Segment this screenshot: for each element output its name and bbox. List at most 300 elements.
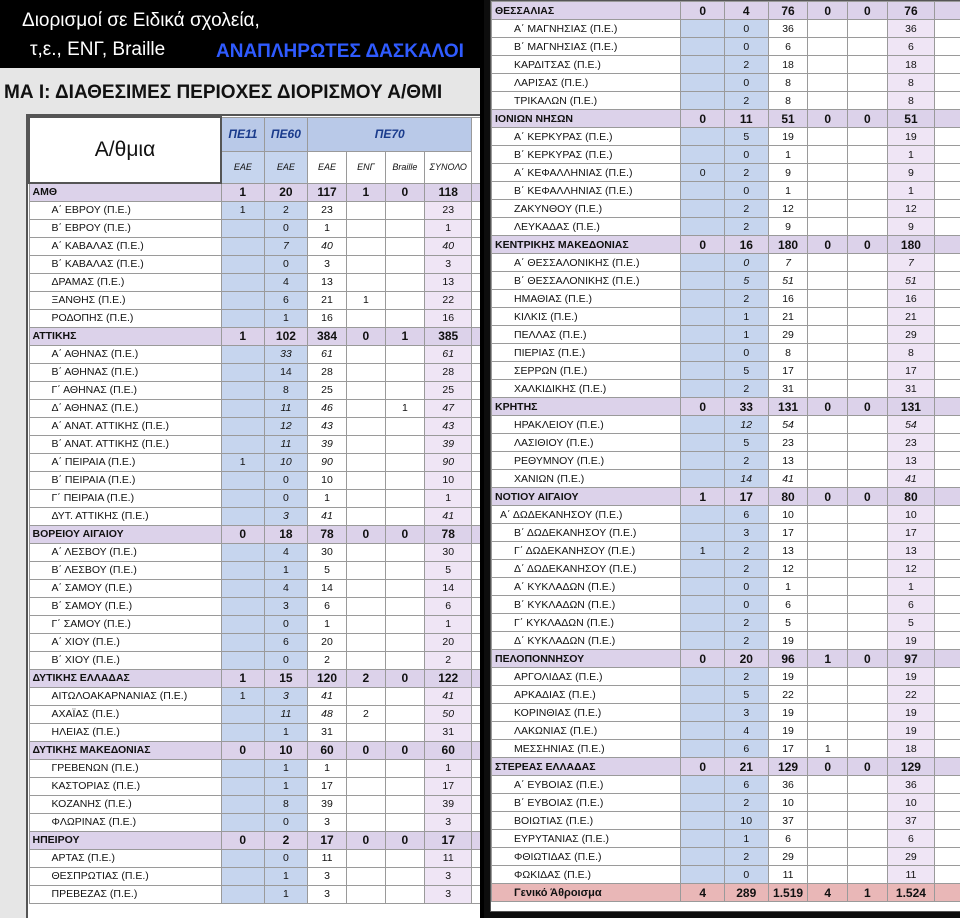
row-label: ΖΑΚΥΝΘΟΥ (Π.Ε.) — [492, 200, 681, 218]
edge-cell — [935, 524, 960, 542]
cell-col-5: 3 — [425, 813, 472, 831]
cell-col-4 — [385, 291, 424, 309]
cell-col-4: 0 — [385, 741, 424, 759]
cell-col-4 — [848, 56, 888, 74]
cell-col-2: 18 — [768, 56, 808, 74]
edge-cell — [935, 632, 960, 650]
cell-col-3: 0 — [808, 236, 848, 254]
cell-col-3 — [808, 380, 848, 398]
cell-col-5: 18 — [887, 56, 935, 74]
cell-col-4 — [848, 74, 888, 92]
cell-col-3 — [808, 560, 848, 578]
table-row — [29, 453, 480, 471]
edge-cell — [472, 309, 480, 327]
cell-col-0 — [221, 543, 264, 561]
table-row — [29, 345, 480, 363]
cell-col-2: 13 — [768, 542, 808, 560]
cell-col-3 — [808, 596, 848, 614]
table-row — [29, 237, 480, 255]
cell-col-4 — [385, 561, 424, 579]
row-label: ΚΑΡΔΙΤΣΑΣ (Π.Ε.) — [492, 56, 681, 74]
row-label: Β΄ ΚΕΦΑΛΛΗΝΙΑΣ (Π.Ε.) — [492, 182, 681, 200]
cell-col-5: 6 — [887, 830, 935, 848]
cell-col-2: 12 — [768, 560, 808, 578]
cell-col-4 — [385, 597, 424, 615]
table-row — [29, 273, 480, 291]
table-row — [492, 506, 960, 524]
cell-col-4 — [385, 633, 424, 651]
cell-col-0 — [221, 759, 264, 777]
cell-col-2: 14 — [308, 579, 347, 597]
cell-col-5: 41 — [425, 507, 472, 525]
cell-col-0 — [681, 830, 725, 848]
cell-col-4 — [848, 632, 888, 650]
row-label: ΠΡΕΒΕΖΑΣ (Π.Ε.) — [29, 885, 221, 903]
cell-col-5: 12 — [887, 560, 935, 578]
cell-col-5: 11 — [425, 849, 472, 867]
cell-col-3 — [808, 164, 848, 182]
row-label: ΧΑΛΚΙΔΙΚΗΣ (Π.Ε.) — [492, 380, 681, 398]
cell-col-4 — [848, 362, 888, 380]
row-label: ΡΕΘΥΜΝΟΥ (Π.Ε.) — [492, 452, 681, 470]
region-row — [29, 183, 480, 201]
cell-col-3 — [346, 633, 385, 651]
cell-col-1: 102 — [264, 327, 307, 345]
cell-col-2: 36 — [768, 20, 808, 38]
edge-cell — [935, 56, 960, 74]
cell-col-2: 3 — [308, 885, 347, 903]
cell-col-3 — [346, 435, 385, 453]
cell-col-2: 54 — [768, 416, 808, 434]
sub-header-eae-pe60: ΕΑΕ — [264, 151, 307, 183]
edge-cell — [935, 704, 960, 722]
row-label: Α΄ ΛΕΣΒΟΥ (Π.Ε.) — [29, 543, 221, 561]
cell-col-0 — [221, 291, 264, 309]
region-row — [492, 398, 960, 416]
row-label: ΔΡΑΜΑΣ (Π.Ε.) — [29, 273, 221, 291]
cell-col-1: 11 — [264, 435, 307, 453]
edge-cell — [935, 614, 960, 632]
edge-cell — [935, 722, 960, 740]
edge-cell — [472, 597, 480, 615]
cell-col-0 — [681, 416, 725, 434]
table-row — [492, 20, 960, 38]
row-label: ΦΩΚΙΔΑΣ (Π.Ε.) — [492, 866, 681, 884]
cell-col-0: 0 — [221, 525, 264, 543]
row-label: Α΄ ΚΕΡΚΥΡΑΣ (Π.Ε.) — [492, 128, 681, 146]
cell-col-0: 0 — [681, 650, 725, 668]
cell-col-3: 0 — [346, 831, 385, 849]
cell-col-3 — [808, 74, 848, 92]
cell-col-2: 19 — [768, 704, 808, 722]
cell-col-5: 131 — [887, 398, 935, 416]
cell-col-5: 20 — [425, 633, 472, 651]
edge-cell — [935, 74, 960, 92]
cell-col-3 — [346, 255, 385, 273]
cell-col-3 — [346, 813, 385, 831]
edge-cell — [935, 38, 960, 56]
cell-col-1: 2 — [724, 56, 768, 74]
cell-col-1: 0 — [724, 20, 768, 38]
table-row — [29, 777, 480, 795]
cell-col-1: 2 — [724, 614, 768, 632]
table-row — [492, 560, 960, 578]
cell-col-4: 0 — [848, 398, 888, 416]
cell-col-3 — [346, 489, 385, 507]
region-row — [492, 650, 960, 668]
table-row — [492, 812, 960, 830]
edge-cell — [472, 399, 480, 417]
cell-col-1: 12 — [264, 417, 307, 435]
cell-col-4: 0 — [848, 236, 888, 254]
cell-col-2: 17 — [308, 831, 347, 849]
row-label: ΧΑΝΙΩΝ (Π.Ε.) — [492, 470, 681, 488]
cell-col-1: 0 — [724, 596, 768, 614]
edge-cell — [935, 92, 960, 110]
cell-col-2: 41 — [308, 687, 347, 705]
cell-col-3 — [346, 471, 385, 489]
cell-col-5: 8 — [887, 344, 935, 362]
cell-col-4 — [848, 128, 888, 146]
cell-col-4: 0 — [848, 110, 888, 128]
cell-col-2: 80 — [768, 488, 808, 506]
cell-col-0 — [681, 686, 725, 704]
table-row — [29, 399, 480, 417]
row-label: ΔΥΤΙΚΗΣ ΕΛΛΑΔΑΣ — [29, 669, 221, 687]
cell-col-4: 1 — [848, 884, 888, 902]
cell-col-0 — [681, 326, 725, 344]
cell-col-5: 1 — [887, 182, 935, 200]
cell-col-0 — [221, 813, 264, 831]
cell-col-4 — [848, 290, 888, 308]
cell-col-0 — [681, 470, 725, 488]
row-label: ΗΠΕΙΡΟΥ — [29, 831, 221, 849]
cell-col-3: 0 — [808, 2, 848, 20]
cell-col-1: 3 — [264, 597, 307, 615]
edge-cell — [935, 398, 960, 416]
cell-col-3 — [808, 218, 848, 236]
cell-col-0 — [221, 273, 264, 291]
cell-col-1: 0 — [264, 471, 307, 489]
region-row — [29, 741, 480, 759]
row-label: ΚΟΡΙΝΘΙΑΣ (Π.Ε.) — [492, 704, 681, 722]
cell-col-2: 1 — [308, 615, 347, 633]
row-label: ΚΕΝΤΡΙΚΗΣ ΜΑΚΕΔΟΝΙΑΣ — [492, 236, 681, 254]
table-row — [29, 561, 480, 579]
cell-col-3 — [346, 273, 385, 291]
cell-col-1: 3 — [264, 507, 307, 525]
edge-cell — [472, 723, 480, 741]
table-row — [492, 38, 960, 56]
cell-col-1: 5 — [724, 272, 768, 290]
cell-col-1: 0 — [724, 74, 768, 92]
cell-col-1: 8 — [264, 795, 307, 813]
cell-col-1: 14 — [264, 363, 307, 381]
cell-col-3 — [808, 416, 848, 434]
cell-col-2: 11 — [308, 849, 347, 867]
cell-col-1: 5 — [724, 362, 768, 380]
table-row — [492, 614, 960, 632]
cell-col-2: 5 — [768, 614, 808, 632]
edge-cell — [935, 740, 960, 758]
cell-col-4 — [848, 92, 888, 110]
region-row — [29, 831, 480, 849]
row-label: ΠΕΛΟΠΟΝΝΗΣΟΥ — [492, 650, 681, 668]
row-label: ΗΡΑΚΛΕΙΟΥ (Π.Ε.) — [492, 416, 681, 434]
cell-col-0 — [221, 723, 264, 741]
cell-col-1: 0 — [724, 254, 768, 272]
table-row — [29, 795, 480, 813]
cell-col-0 — [221, 795, 264, 813]
cell-col-2: 1 — [308, 219, 347, 237]
cell-col-0 — [681, 38, 725, 56]
table-row — [29, 579, 480, 597]
cell-col-0 — [681, 20, 725, 38]
cell-col-5: 25 — [425, 381, 472, 399]
cell-col-5: 11 — [887, 866, 935, 884]
cell-col-2: 1.519 — [768, 884, 808, 902]
cell-col-5: 30 — [425, 543, 472, 561]
cell-col-3: 0 — [346, 741, 385, 759]
cell-col-4 — [848, 146, 888, 164]
cell-col-0 — [681, 344, 725, 362]
cell-col-1: 4 — [724, 2, 768, 20]
cell-col-4: 0 — [385, 183, 424, 201]
cell-col-3 — [808, 452, 848, 470]
cell-col-4 — [385, 417, 424, 435]
cell-col-3 — [346, 453, 385, 471]
cell-col-1: 0 — [724, 38, 768, 56]
cell-col-5: 10 — [887, 794, 935, 812]
cell-col-4 — [385, 813, 424, 831]
cell-col-4 — [848, 380, 888, 398]
cell-col-4 — [848, 848, 888, 866]
cell-col-1: 4 — [264, 579, 307, 597]
row-label: Α΄ ΘΕΣΣΑΛΟΝΙΚΗΣ (Π.Ε.) — [492, 254, 681, 272]
region-row — [29, 669, 480, 687]
edge-cell — [472, 705, 480, 723]
cell-col-4: 0 — [848, 758, 888, 776]
cell-col-1: 0 — [264, 615, 307, 633]
cell-col-4 — [385, 885, 424, 903]
cell-col-2: 43 — [308, 417, 347, 435]
cell-col-3: 1 — [346, 183, 385, 201]
cell-col-5: 22 — [887, 686, 935, 704]
edge-cell — [935, 866, 960, 884]
row-label: ΣΤΕΡΕΑΣ ΕΛΛΑΔΑΣ — [492, 758, 681, 776]
cell-col-4: 0 — [848, 488, 888, 506]
cell-col-5: 47 — [425, 399, 472, 417]
row-label: ΔΥΤ. ΑΤΤΙΚΗΣ (Π.Ε.) — [29, 507, 221, 525]
row-label: ΙΟΝΙΩΝ ΝΗΣΩΝ — [492, 110, 681, 128]
row-label: ΤΡΙΚΑΛΩΝ (Π.Ε.) — [492, 92, 681, 110]
edge-cell — [935, 110, 960, 128]
cell-col-3 — [808, 326, 848, 344]
cell-col-2: 131 — [768, 398, 808, 416]
edge-cell — [935, 2, 960, 20]
row-label: ΘΕΣΣΑΛΙΑΣ — [492, 2, 681, 20]
row-label: Β΄ ΠΕΙΡΑΙΑ (Π.Ε.) — [29, 471, 221, 489]
cell-col-5: 13 — [887, 452, 935, 470]
edge-cell — [935, 380, 960, 398]
edge-cell — [935, 326, 960, 344]
edge-cell — [472, 849, 480, 867]
cell-col-0: 4 — [681, 884, 725, 902]
cell-col-3 — [346, 777, 385, 795]
cell-col-2: 51 — [768, 272, 808, 290]
cell-col-0 — [681, 380, 725, 398]
cell-col-4 — [385, 579, 424, 597]
cell-col-1: 2 — [724, 452, 768, 470]
cell-col-0 — [681, 614, 725, 632]
cell-col-5: 1 — [887, 578, 935, 596]
cell-col-1: 0 — [264, 489, 307, 507]
row-label: Α΄ ΚΥΚΛΑΔΩΝ (Π.Ε.) — [492, 578, 681, 596]
cell-col-3 — [808, 524, 848, 542]
table-row — [492, 290, 960, 308]
cell-col-0 — [681, 254, 725, 272]
edge-cell — [472, 525, 480, 543]
table-row — [492, 326, 960, 344]
cell-col-1: 5 — [724, 434, 768, 452]
cell-col-0 — [221, 399, 264, 417]
table-row — [29, 597, 480, 615]
cell-col-5: 5 — [425, 561, 472, 579]
row-label: Α΄ ΜΑΓΝΗΣΙΑΣ (Π.Ε.) — [492, 20, 681, 38]
cell-col-5: 13 — [425, 273, 472, 291]
row-label: ΑΡΓΟΛΙΔΑΣ (Π.Ε.) — [492, 668, 681, 686]
cell-col-4 — [848, 308, 888, 326]
cell-col-0 — [221, 471, 264, 489]
cell-col-3 — [346, 237, 385, 255]
cell-col-0 — [221, 615, 264, 633]
cell-col-1: 2 — [724, 380, 768, 398]
row-label: Β΄ ΧΙΟΥ (Π.Ε.) — [29, 651, 221, 669]
cell-col-1: 5 — [724, 128, 768, 146]
cell-col-0 — [221, 867, 264, 885]
header-line-2: τ,ε., ΕΝΓ, Braille — [30, 39, 166, 60]
table-row — [29, 201, 480, 219]
cell-col-0 — [221, 417, 264, 435]
row-label: Α΄ ΚΕΦΑΛΛΗΝΙΑΣ (Π.Ε.) — [492, 164, 681, 182]
cell-col-3 — [808, 578, 848, 596]
cell-col-1: 0 — [724, 866, 768, 884]
cell-col-2: 39 — [308, 435, 347, 453]
cell-col-4 — [848, 164, 888, 182]
edge-cell — [935, 506, 960, 524]
cell-col-5: 16 — [887, 290, 935, 308]
cell-col-1: 4 — [264, 273, 307, 291]
cell-col-1: 10 — [724, 812, 768, 830]
cell-col-5: 3 — [425, 867, 472, 885]
edge-cell — [935, 488, 960, 506]
cell-col-2: 1 — [308, 489, 347, 507]
row-label: Α΄ ΑΝΑΤ. ΑΤΤΙΚΗΣ (Π.Ε.) — [29, 417, 221, 435]
row-label: Α΄ ΕΥΒΟΙΑΣ (Π.Ε.) — [492, 776, 681, 794]
row-label: Β΄ ΑΝΑΤ. ΑΤΤΙΚΗΣ (Π.Ε.) — [29, 435, 221, 453]
sub-header-eng: ΕΝΓ — [346, 151, 385, 183]
table-row — [492, 524, 960, 542]
cell-col-2: 19 — [768, 128, 808, 146]
cell-col-2: 129 — [768, 758, 808, 776]
cell-col-1: 1 — [264, 867, 307, 885]
edge-cell — [935, 236, 960, 254]
row-label: ΠΙΕΡΙΑΣ (Π.Ε.) — [492, 344, 681, 362]
cell-col-3 — [346, 579, 385, 597]
cell-col-3 — [346, 219, 385, 237]
cell-col-4 — [848, 578, 888, 596]
row-label: Β΄ ΜΑΓΝΗΣΙΑΣ (Π.Ε.) — [492, 38, 681, 56]
cell-col-2: 41 — [308, 507, 347, 525]
region-row — [492, 236, 960, 254]
cell-col-5: 41 — [887, 470, 935, 488]
cell-col-0 — [681, 740, 725, 758]
cell-col-3 — [346, 885, 385, 903]
cell-col-1: 2 — [724, 848, 768, 866]
cell-col-1: 4 — [264, 543, 307, 561]
cell-col-2: 90 — [308, 453, 347, 471]
row-label: Α΄ ΠΕΙΡΑΙΑ (Π.Ε.) — [29, 453, 221, 471]
row-label: ΦΛΩΡΙΝΑΣ (Π.Ε.) — [29, 813, 221, 831]
table-row — [29, 255, 480, 273]
cell-col-2: 17 — [768, 524, 808, 542]
cell-col-1: 1 — [264, 309, 307, 327]
cell-col-0 — [221, 435, 264, 453]
cell-col-5: 1 — [425, 219, 472, 237]
sub-header-eae-pe70: ΕΑΕ — [308, 151, 347, 183]
cell-col-2: 19 — [768, 632, 808, 650]
table-row — [29, 651, 480, 669]
cell-col-5: 23 — [425, 201, 472, 219]
cell-col-1: 17 — [724, 488, 768, 506]
cell-col-1: 7 — [264, 237, 307, 255]
table-row — [492, 668, 960, 686]
region-row — [29, 525, 480, 543]
cell-col-3 — [808, 704, 848, 722]
edge-cell — [935, 128, 960, 146]
cell-col-2: 1 — [308, 759, 347, 777]
cell-col-5: 76 — [887, 2, 935, 20]
cell-col-4 — [848, 668, 888, 686]
cell-col-3 — [808, 470, 848, 488]
cell-col-5: 90 — [425, 453, 472, 471]
table-row — [492, 866, 960, 884]
cell-col-4 — [848, 218, 888, 236]
cell-col-0 — [221, 309, 264, 327]
cell-col-0 — [221, 489, 264, 507]
cell-col-3 — [808, 812, 848, 830]
table-row — [29, 417, 480, 435]
table-row — [29, 633, 480, 651]
cell-col-1: 0 — [724, 578, 768, 596]
cell-col-5: 39 — [425, 435, 472, 453]
cell-col-3 — [808, 182, 848, 200]
cell-col-0: 0 — [681, 110, 725, 128]
cell-col-0 — [681, 794, 725, 812]
row-label: ΑΡΤΑΣ (Π.Ε.) — [29, 849, 221, 867]
row-label: Γ΄ ΚΥΚΛΑΔΩΝ (Π.Ε.) — [492, 614, 681, 632]
cell-col-0: 0 — [681, 398, 725, 416]
cell-col-1: 20 — [264, 183, 307, 201]
cell-col-3: 4 — [808, 884, 848, 902]
row-label: Δ΄ ΚΥΚΛΑΔΩΝ (Π.Ε.) — [492, 632, 681, 650]
header-edge — [472, 117, 480, 183]
table-row — [492, 776, 960, 794]
table-row — [492, 848, 960, 866]
table-row — [492, 344, 960, 362]
cell-col-2: 11 — [768, 866, 808, 884]
cell-col-2: 19 — [768, 722, 808, 740]
